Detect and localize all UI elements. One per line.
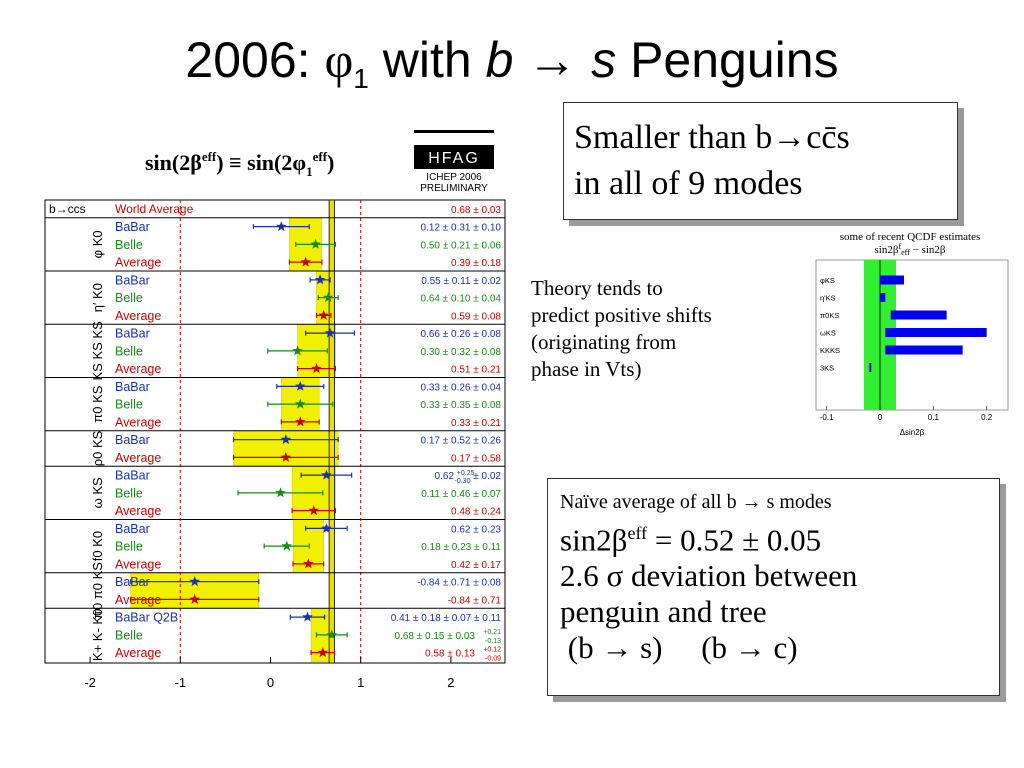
- row-value-sub: -0.09: [485, 655, 501, 663]
- title-suffix: Penguins: [616, 32, 839, 88]
- row-experiment-label: Belle: [115, 344, 143, 359]
- qcdf-subtitle: $\sin 2\beta^f_{eff} - \sin 2\beta$: [874, 242, 946, 257]
- naive-eff-sup: eff: [627, 523, 648, 543]
- row-experiment-label: Average: [115, 592, 162, 607]
- theory-line: (originating from: [531, 330, 677, 354]
- theory-line: Theory tends to: [531, 276, 663, 300]
- qcdf-bar: [891, 311, 947, 320]
- row-value-text: 0.41 ± 0.18 ± 0.07 ± 0.11: [390, 613, 501, 625]
- row-experiment-label: Average: [115, 415, 162, 430]
- row-value-text: 0.62 $^{+0.25}$ -0.30 ± 0.02: [434, 470, 501, 486]
- naive-line5: (b → s) (b → c): [560, 630, 798, 666]
- qcdf-category-label: ωKS: [820, 328, 836, 338]
- mode-label: π0 π0 KS: [90, 562, 105, 619]
- qcdf-x-tick-label: 0.1: [927, 413, 939, 422]
- row-value-text: 0.42 ± 0.17: [451, 559, 501, 571]
- qcdf-title: some of recent QCDF estimates: [839, 231, 981, 243]
- naive-line4: penguin and tree: [560, 594, 767, 630]
- naive-sin2beta: sin2β: [560, 522, 628, 558]
- qcdf-estimates-chart: [806, 226, 1016, 446]
- row-experiment-label: BaBar: [115, 575, 150, 590]
- row-value-text: -0.84 ± 0.71 ± 0.08: [417, 577, 501, 589]
- callout-smaller-line2: in all of 9 modes: [574, 165, 803, 202]
- naive-value: = 0.52 ± 0.05: [647, 522, 822, 558]
- row-experiment-label: BaBar Q2B: [115, 610, 179, 625]
- title-prefix: 2006:: [185, 32, 325, 88]
- row-experiment-label: Belle: [115, 628, 143, 643]
- row-experiment-label: Average: [115, 255, 162, 270]
- row-experiment-label: BaBar: [115, 433, 150, 448]
- title-arrow: →: [513, 32, 592, 88]
- row-experiment-label: Average: [115, 646, 162, 661]
- row-value-sup: +0.12: [483, 646, 501, 654]
- title-s: s: [591, 32, 617, 88]
- mode-label: π0 KS: [90, 385, 105, 423]
- x-tick-label: 0: [266, 675, 275, 690]
- row-experiment-label: Belle: [115, 486, 143, 501]
- row-experiment-label: BaBar: [115, 326, 150, 341]
- hfag-logo: [414, 130, 494, 194]
- qcdf-bar: [869, 363, 871, 372]
- row-experiment-label: Belle: [115, 539, 143, 554]
- qcdf-category-label: η′KS: [820, 293, 836, 303]
- qcdf-category-label: φKS: [820, 276, 835, 285]
- row-experiment-label: BaBar: [115, 521, 150, 536]
- row-value-text: 0.51 ± 0.21: [451, 364, 501, 376]
- x-tick-label: -1: [174, 675, 187, 690]
- qcdf-category-label: 3KS: [820, 363, 835, 373]
- qcdf-x-tick-label: -0.1: [819, 413, 834, 422]
- title-with: with: [368, 32, 486, 88]
- row-value-text: 0.55 ± 0.11 ± 0.02: [421, 275, 501, 287]
- row-value-text: 0.11 ± 0.46 ± 0.07: [421, 488, 501, 500]
- logo-name: HFAG: [428, 150, 480, 167]
- row-experiment-label: Belle: [115, 237, 143, 252]
- x-tick-label: 2: [447, 675, 455, 690]
- world-average-label: World Average: [115, 201, 194, 216]
- mode-label: K+ K- K0: [90, 608, 105, 662]
- row-value-text: 0.18 ± 0.23 ± 0.11: [421, 542, 501, 554]
- title-sub: 1: [353, 63, 369, 94]
- row-value-text: 0.66 ± 0.26 ± 0.08: [420, 329, 501, 341]
- naive-line1: Naïve average of all b → s modes: [560, 491, 832, 513]
- row-value-text: 0.33 ± 0.35 ± 0.08: [420, 400, 501, 412]
- row-value-text: 0.58 ± 0.13: [425, 648, 475, 660]
- qcdf-category-label: π0KS: [820, 311, 840, 320]
- world-average-band: [329, 200, 334, 663]
- row-value-text: 0.64 ± 0.10 ± 0.04: [420, 293, 501, 305]
- row-value-text: 0.17 ± 0.52 ± 0.26: [420, 435, 501, 447]
- row-experiment-label: Average: [115, 557, 162, 572]
- row-experiment-label: BaBar: [115, 220, 150, 235]
- mode-label: ρ0 KS: [90, 430, 105, 467]
- qcdf-xlabel: Δsin2β: [899, 428, 925, 437]
- row-experiment-label: Average: [115, 450, 162, 465]
- qcdf-bar: [885, 328, 986, 337]
- qcdf-plot: [816, 260, 1008, 437]
- naive-line2: [560, 515, 999, 558]
- row-value-text: 0.17 ± 0.58: [451, 453, 501, 465]
- qcdf-x-tick-label: 0: [877, 413, 883, 422]
- mode-label: ω KS: [90, 477, 105, 509]
- row-value-text: 0.48 ± 0.24: [451, 506, 501, 518]
- theory-line: phase in Vts): [531, 357, 642, 381]
- row-value-text: 0.68 ± 0.15 ± 0.03: [394, 630, 475, 642]
- row-experiment-label: Average: [115, 362, 162, 377]
- world-average-value: 0.68 ± 0.03: [451, 204, 501, 216]
- qcdf-x-tick-label: 0.2: [981, 413, 993, 422]
- callout-smaller-than: [563, 102, 958, 220]
- chart-title: $\sin(2\beta^{eff}) \equiv \sin(2\varphi_1^{eff})$: [145, 149, 335, 179]
- qcdf-bar: [880, 276, 904, 285]
- row-value-text: 0.39 ± 0.18: [451, 258, 501, 270]
- mode-label: KS KS KS: [90, 321, 105, 381]
- title-b: b: [485, 32, 514, 88]
- row-experiment-label: Belle: [115, 397, 143, 412]
- naive-line3: 2.6 σ deviation between: [560, 558, 858, 594]
- qcdf-category-label: KKKS: [820, 346, 841, 355]
- qcdf-bar: [880, 293, 885, 302]
- title-phi: φ: [324, 32, 354, 88]
- x-tick-label: 1: [357, 675, 365, 690]
- row-experiment-label: BaBar: [115, 379, 150, 394]
- logo-ichep: ICHEP 2006: [426, 172, 482, 183]
- x-tick-label: -2: [84, 675, 96, 690]
- row-value-text: 0.33 ± 0.21: [451, 417, 501, 429]
- row-value-text: 0.12 ± 0.31 ± 0.10: [420, 222, 501, 234]
- reference-label: b→ccs: [49, 201, 86, 216]
- row-value-text: -0.84 ± 0.71: [447, 595, 501, 607]
- row-value-sub: -0.13: [485, 637, 501, 645]
- theory-note: [531, 275, 811, 383]
- hfag-sin2beta-chart: [40, 128, 520, 698]
- row-value-text: 0.33 ± 0.26 ± 0.04: [420, 382, 501, 394]
- row-experiment-label: BaBar: [115, 468, 150, 483]
- row-experiment-label: BaBar: [115, 273, 150, 288]
- row-value-text: 0.59 ± 0.08: [451, 311, 501, 323]
- callout-smaller-line1: Smaller than b→cc̄s: [574, 119, 850, 156]
- plot-frame: [45, 200, 505, 690]
- row-experiment-label: Average: [115, 308, 162, 323]
- slide-title: [0, 30, 1024, 96]
- qcdf-bar: [885, 346, 962, 355]
- logo-preliminary: PRELIMINARY: [420, 183, 488, 194]
- row-value-sup: +0.21: [483, 628, 501, 636]
- row-value-text: 0.62 ± 0.23: [451, 524, 501, 536]
- theory-line: predict positive shifts: [531, 303, 712, 327]
- mode-label: η′ K0: [90, 283, 105, 313]
- row-value-text: 0.50 ± 0.21 ± 0.06: [420, 240, 501, 252]
- row-experiment-label: Belle: [115, 291, 143, 306]
- row-value-text: 0.30 ± 0.32 ± 0.08: [420, 346, 501, 358]
- mode-label: φ K0: [90, 230, 105, 259]
- mode-label: f0 K0: [90, 530, 105, 562]
- row-experiment-label: Average: [115, 504, 162, 519]
- callout-naive-average: [547, 478, 1000, 696]
